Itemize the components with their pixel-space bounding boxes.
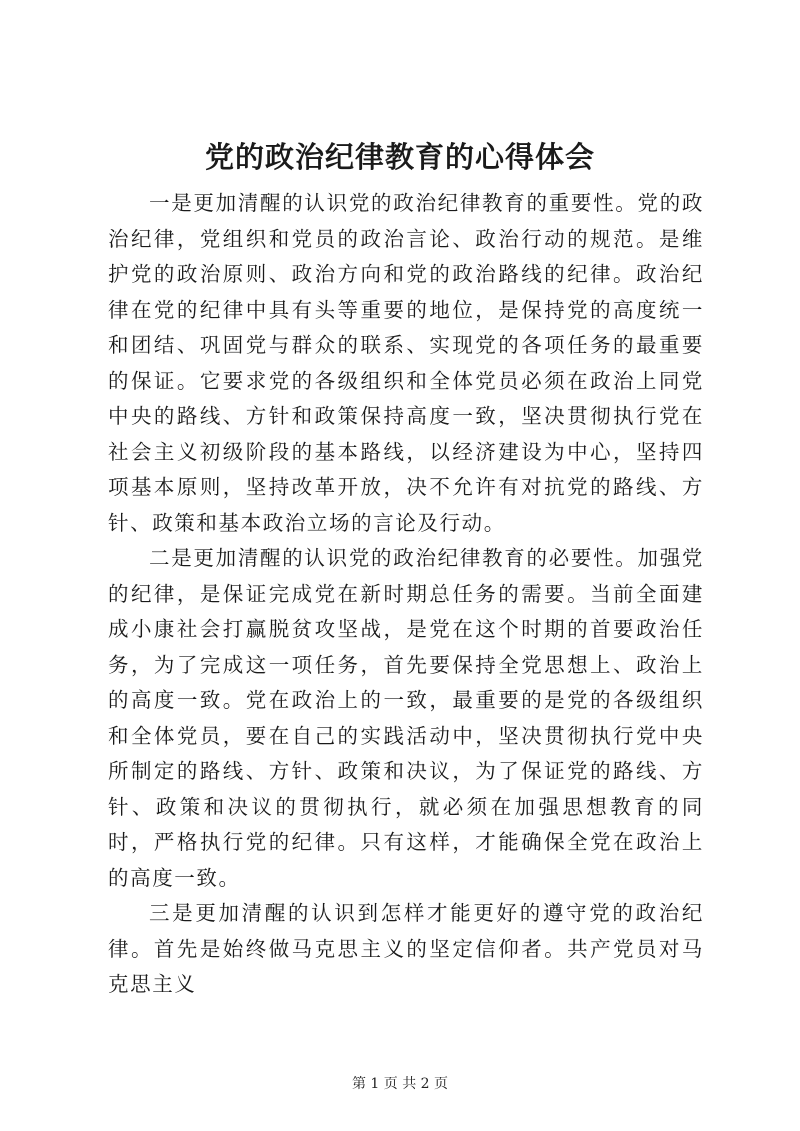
paragraph-3: 三是更加清醒的认识到怎样才能更好的遵守党的政治纪律。首先是始终做马克思主义的坚定信仰者。共产党员对马克思主义 [108, 901, 704, 996]
page-footer: 第 1 页 共 2 页 [351, 1076, 449, 1092]
paragraph-2: 二是更加清醒的认识党的政治纪律教育的必要性。加强党的纪律，是保证完成党在新时期总任务的需要。当前全面建成小康社会打赢脱贫攻坚战，是党在这个时期的首要政治任务，为了完成这一项任务，首先要保持全党思想上、政治上的高度一致。党在政治上的一致，最重要的是党的各级组织和全体党员，要在自己的实践活动中，坚决贯彻执行党中央所制定的路线、方针、政策和决议，为了保证党的路线、方针、政策和决议的贯彻执行，就必须在加强思想教育的同时，严格执行党的纪律。只有这样，才能确保全党在政治上的高度一致。 [108, 546, 704, 890]
document-body [108, 186, 704, 1003]
paragraph-1: 一是更加清醒的认识党的政治纪律教育的重要性。党的政治纪律，党组织和党员的政治言论、政治行动的规范。是维护党的政治原则、政治方向和党的政治路线的纪律。政治纪律在党的纪律中具有头等重要的地位，是保持党的高度统一和团结、巩固党与群众的联系、实现党的各项任务的最重要的保证。它要求党的各级组织和全体党员必须在政治上同党中央的路线、方针和政策保持高度一致，坚决贯彻执行党在社会主义初级阶段的基本路线，以经济建设为中心，坚持四项基本原则，坚持改革开放，决不允许有对抗党的路线、方针、政策和基本政治立场的言论及行动。 [108, 191, 704, 535]
page-title: 党的政治纪律教育的心得体会 [204, 140, 595, 174]
